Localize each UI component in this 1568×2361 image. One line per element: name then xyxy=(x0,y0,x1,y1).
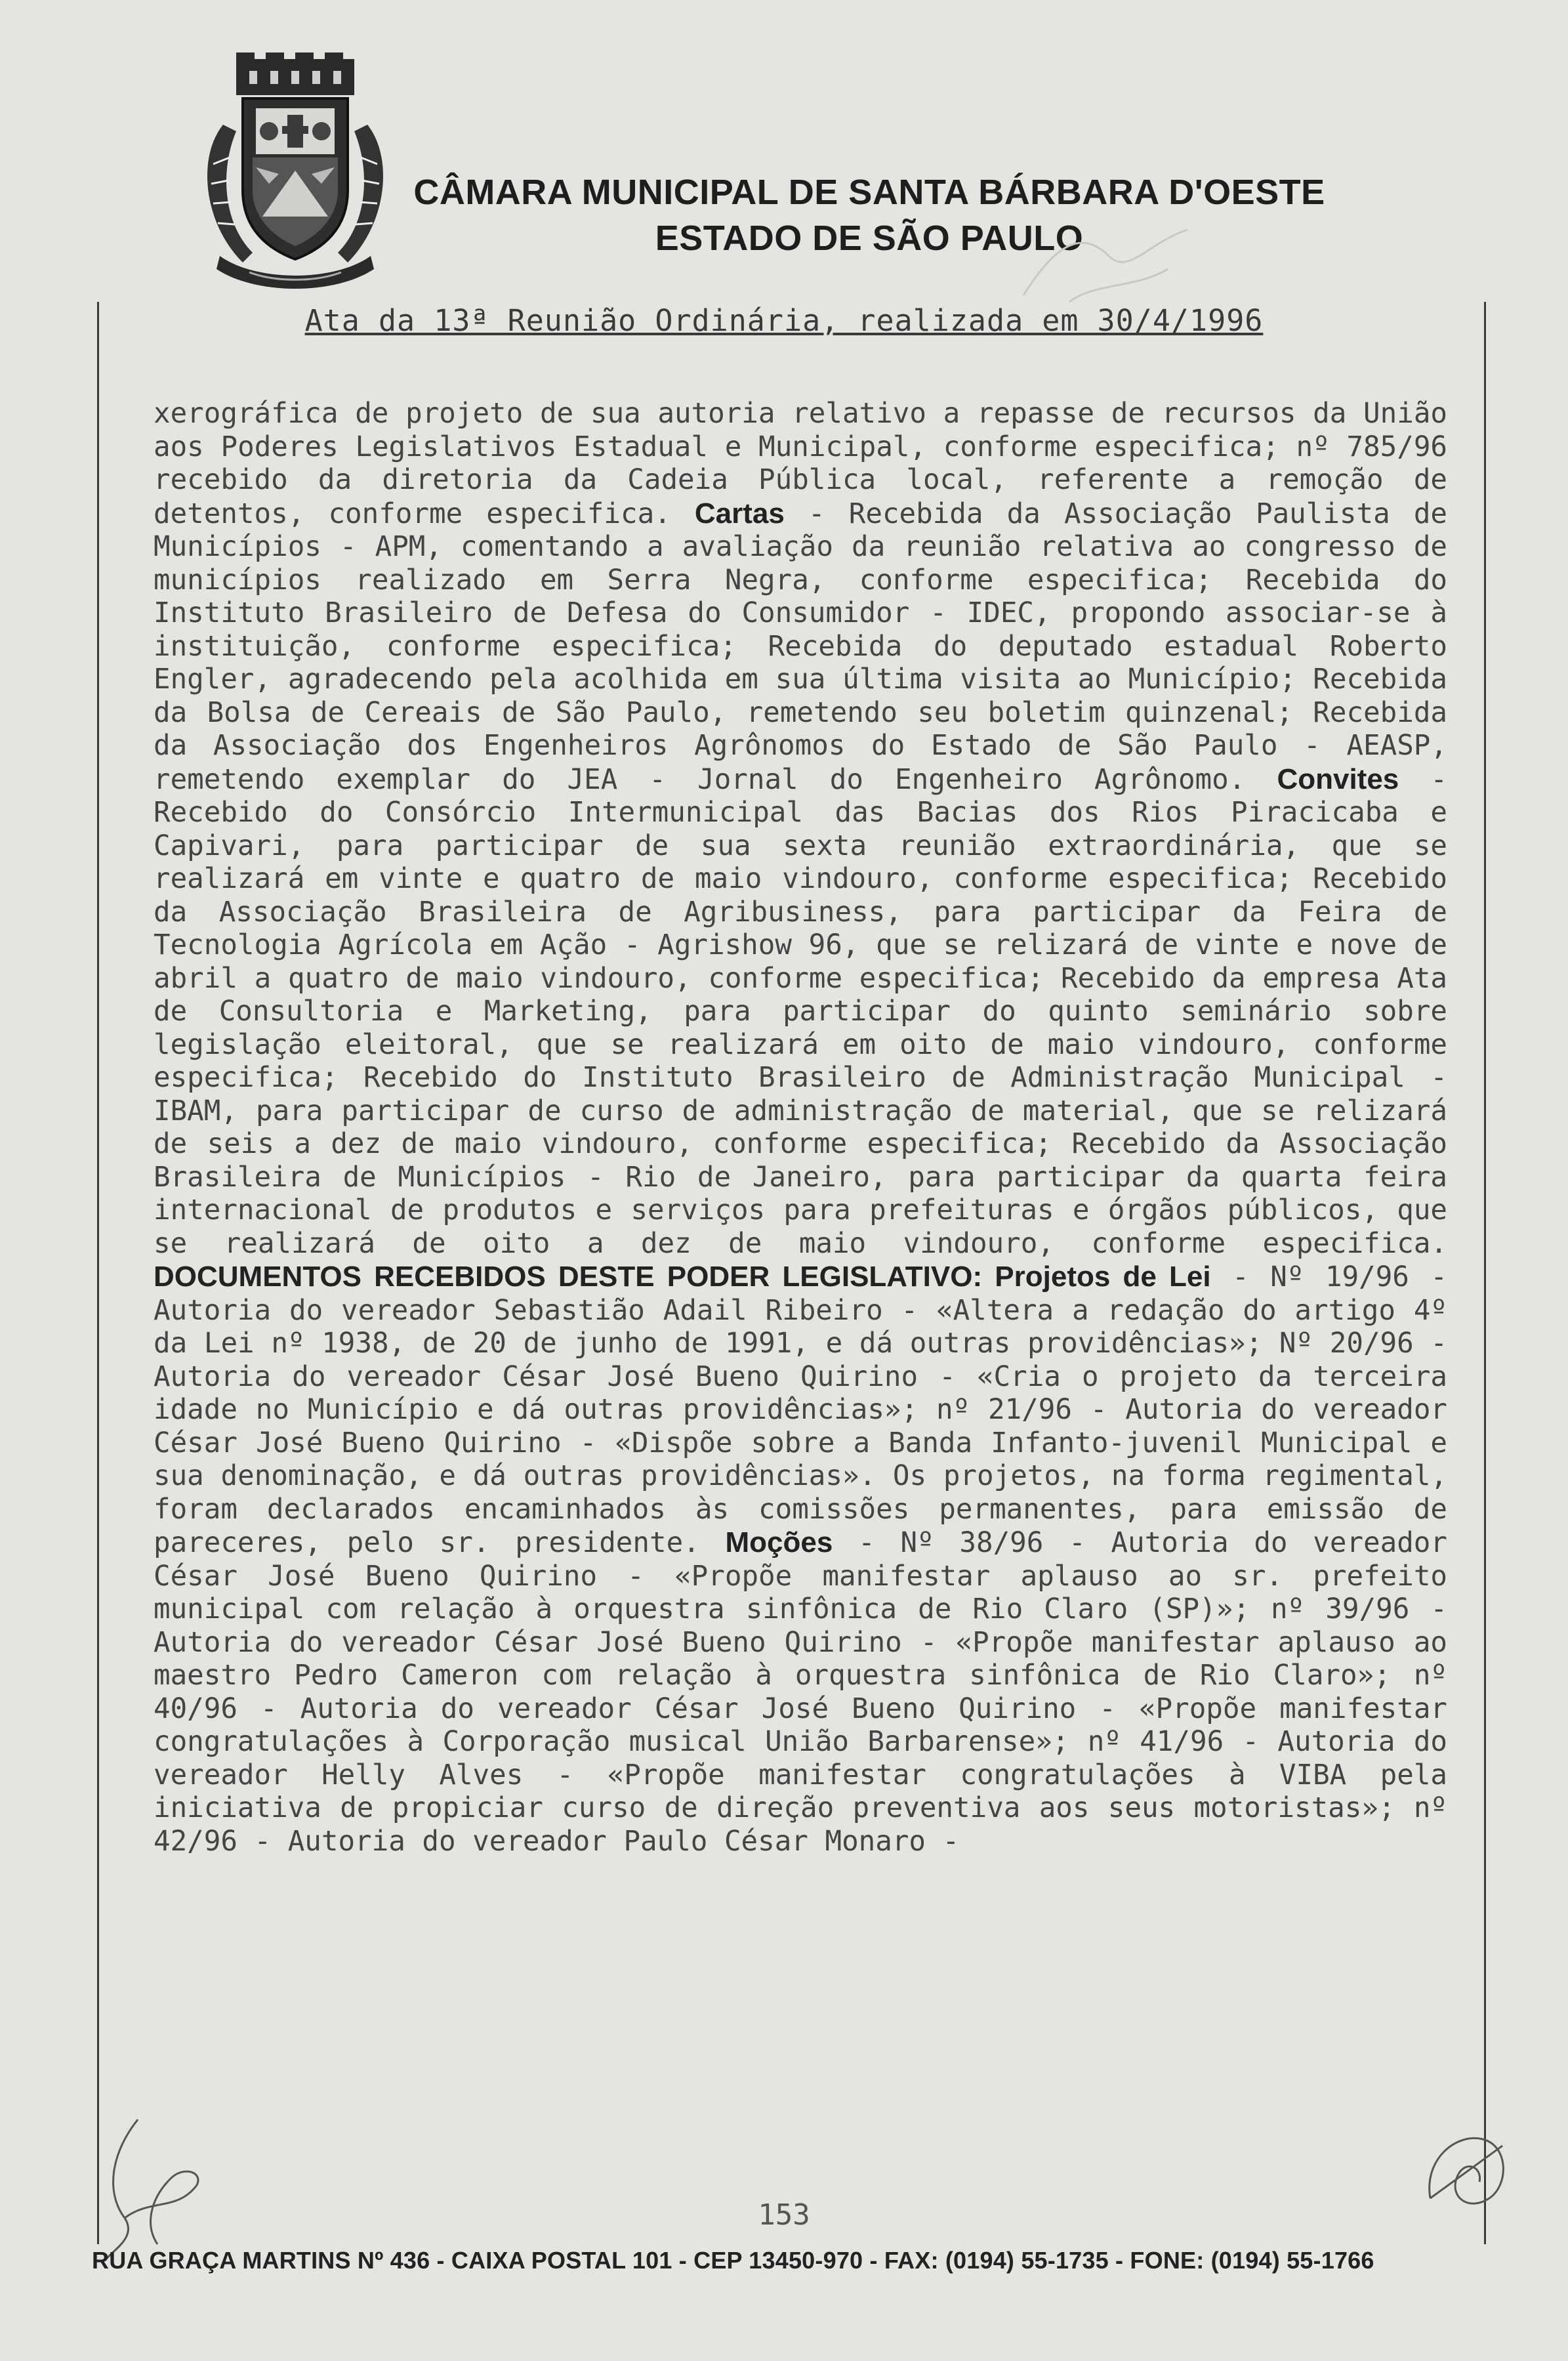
state-name: ESTADO DE SÃO PAULO xyxy=(655,219,1084,258)
text-segment: - Recebida da Associação Paulista de Municípios - APM, comentando a avaliação da reunião relativa ao congresso de municípios realizado em Serra Negra, conforme especifica; Recebida do Instituto Brasileiro de Defesa do Consumidor - IDEC, propondo associar-se à instituição, conforme especifica; Recebida do deputado estadual Roberto Engler, agradecendo pela acolhida em sua última visita ao Município; Recebida da Bolsa de Cereais de São Paulo, remetendo seu boletim quinzenal; Recebida da Associação dos Engenheiros Agrônomos do Estado de São Paulo - AEASP, remetendo exemplar do JEA - Jornal do Engenheiro Agrônomo. xyxy=(154,497,1447,796)
institution-name: CÂMARA MUNICIPAL DE SANTA BÁRBARA D'OESTE xyxy=(413,173,1325,212)
section-heading-documentos-projetos: DOCUMENTOS RECEBIDOS DESTE PODER LEGISLATIVO: Projetos de Lei xyxy=(154,1261,1211,1293)
section-heading-cartas: Cartas xyxy=(694,497,785,530)
page-number: 153 xyxy=(758,2198,810,2232)
faint-signature-top xyxy=(1017,217,1201,322)
text-segment: - Nº 38/96 - Autoria do vereador César José Bueno Quirino - «Propõe manifestar aplauso ao sr. prefeito municipal com relação à orquestra sinfônica de Rio Claro (SP)»; nº 39/96 - Autoria do vereador César José Bueno Quirino - «Propõe manifestar aplauso ao maestro Pedro Cameron com relação à orquestra sinfônica de Rio Claro»; nº 40/96 - Autoria do vereador César José Bueno Quirino - «Propõe manifestar congratulações à Corporação musical União Barbarense»; nº 41/96 - Autoria do vereador Helly Alves - «Propõe manifestar congratulações à VIBA pela iniciativa de propiciar curso de direção preventiva aos seus motoristas»; nº 42/96 - Autoria do vereador Paulo César Monaro - xyxy=(154,1527,1447,1858)
right-margin-line xyxy=(1484,302,1486,2244)
minutes-body xyxy=(154,398,1447,1858)
minutes-paragraph xyxy=(154,398,1447,1858)
left-margin-line xyxy=(97,302,99,2244)
section-heading-mocoes: Moções xyxy=(725,1526,833,1558)
footer-address: RUA GRAÇA MARTINS Nº 436 - CAIXA POSTAL 101 - CEP 13450-970 - FAX: (0194) 55-1735 - FONE: (0194) 55-1766 xyxy=(92,2247,1374,2274)
text-segment: xerográfica de projeto de sua autoria relativo a repasse de recursos da União aos Poderes Legislativos Estadual e Municipal, conforme especifica; nº 785/96 recebido da diretoria da Cadeia Pública local, referente a remoção de detentos, conforme especifica. xyxy=(154,398,1447,530)
text-segment: - Nº 19/96 - Autoria do vereador Sebastião Adail Ribeiro - «Altera a redação do artigo 4º da Lei nº 1938, de 20 de junho de 1991, e dá outras providências»; Nº 20/96 - Autoria do vereador César José Bueno Quirino - «Cria o projeto da terceira idade no Município e dá outras providências»; nº 21/96 - Autoria do vereador César José Bueno Quirino - «Dispõe sobre a Banda Infanto-juvenil Municipal e sua denominação, e dá outras providências». Os projetos, na forma regimental, foram declarados encaminhados às comissões permanentes, para emissão de pareceres, pelo sr. presidente. xyxy=(154,1261,1447,1559)
minutes-title: Ata da 13ª Reunião Ordinária, realizada em 30/4/1996 xyxy=(304,303,1264,338)
signature-left xyxy=(98,2113,210,2264)
section-heading-convites: Convites xyxy=(1277,763,1399,795)
text-segment: - Recebido do Consórcio Intermunicipal das Bacias dos Rios Piracicaba e Capivari, para participar de sua sexta reunião extraordinária, que se realizará em vinte e quatro de maio vindouro, conforme especifica; Recebido da Associação Brasileira de Agribusiness, para participar da Feira de Tecnologia Agrícola em Ação - Agrishow 96, que se relizará de vinte e nove de abril a quatro de maio vindouro, conforme especifica; Recebido da empresa Ata de Consultoria e Marketing, para participar do quinto seminário sobre legislação eleitoral, que se realizará em oito de maio vindouro, conforme especifica; Recebido do Instituto Brasileiro de Administração Municipal - IBAM, para participar de curso de administração de material, que se relizará de seis a dez de maio vindouro, conforme especifica; Recebido da Associação Brasileira de Municípios - Rio de Janeiro, para participar da quarta feira internacional de produtos e serviços para prefeituras e órgãos públicos, que se realizará de oito a dez de maio vindouro, conforme especifica. xyxy=(154,763,1447,1260)
